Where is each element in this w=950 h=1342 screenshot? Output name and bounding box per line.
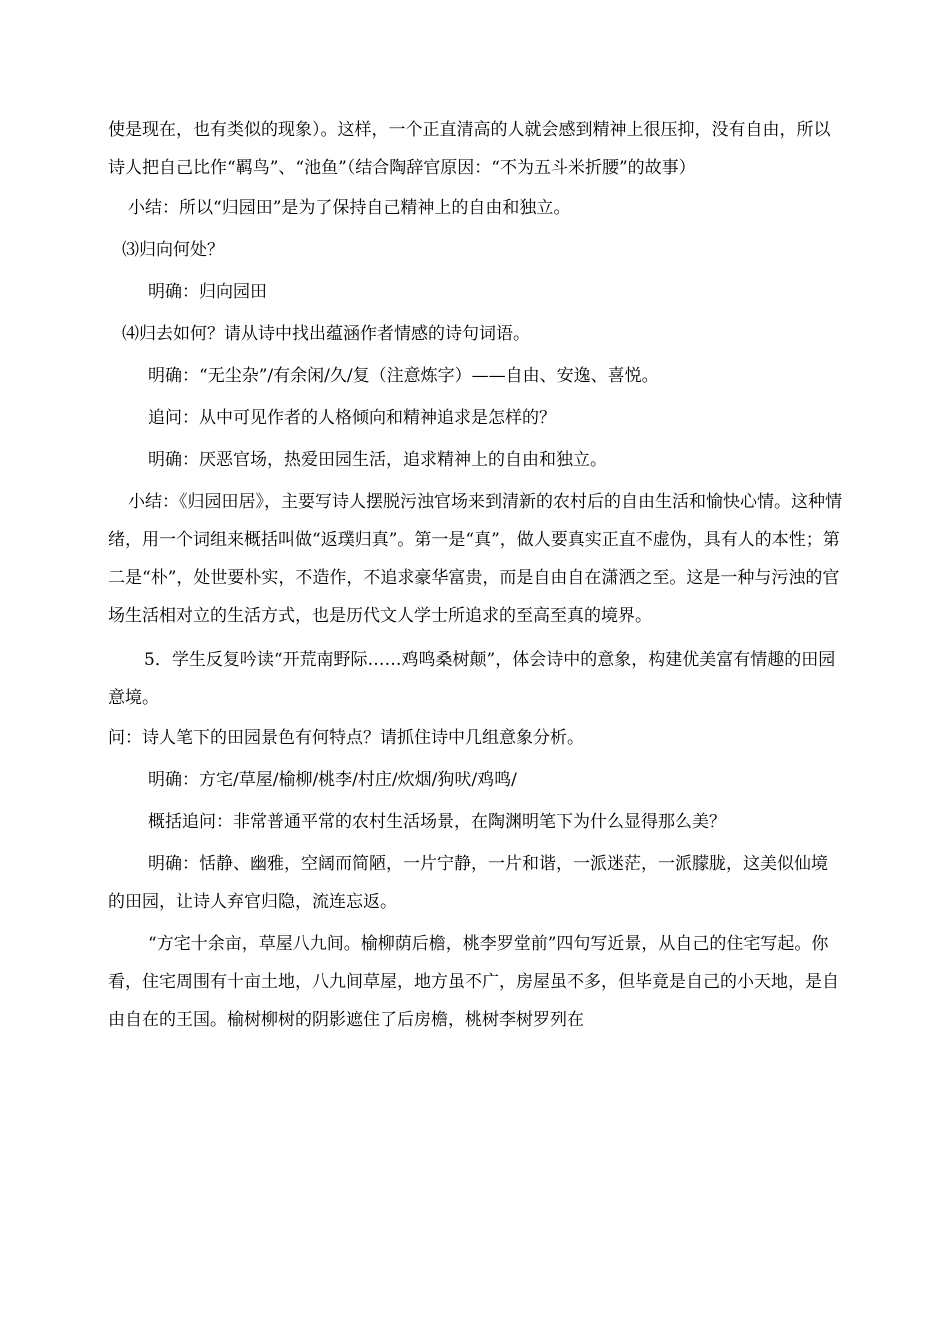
paragraph-answer-3: 明确：归向园田 — [148, 282, 267, 302]
paragraph-answer-summary: 明确：恬静、幽雅，空阔而简陋，一片宁静，一片和谐，一派迷茫，一派朦胧，这美似仙境的田园，让诗人弃官归隐，流连忘返。 — [108, 854, 828, 912]
paragraph-summary-2: 小结：《归园田居》，主要写诗人摆脱污浊官场来到清新的农村后的自由生活和愉快心情。这种情绪，用一个词组来概括叫做“返璞归真”。第一是“真”，做人要真实正直不虚伪，具有人的本性；第二是“朴”，处世要朴实，不造作，不追求豪华富贵，而是自由自在潇洒之至。这是一种与污浊的官场生活相对立的生活方式，也是历代文人学士所追求的至高至真的境界。 — [108, 492, 842, 626]
paragraph-question-scenery: 问：诗人笔下的田园景色有何特点？请抓住诗中几组意象分析。 — [108, 728, 584, 748]
paragraph-summary-1: 小结：所以“归园田”是为了保持自己精神上的自由和独立。 — [128, 198, 571, 218]
document-body — [108, 111, 842, 1039]
paragraph-question-4: ⑷归去如何？请从诗中找出蕴涵作者情感的诗句词语。 — [122, 324, 530, 344]
paragraph-analysis: “方宅十余亩，草屋八九间。榆柳荫后檐，桃李罗堂前”四句写近景，从自己的住宅写起。你看，住宅周围有十亩土地，八九间草屋，地方虽不广，房屋虽不多，但毕竟是自己的小天地，是自由自在的王国。榆树柳树的阴影遮住了后房檐，桃树李树罗列在 — [108, 934, 839, 1030]
paragraph-answer-follow-up: 明确：厌恶官场，热爱田园生活，追求精神上的自由和独立。 — [148, 450, 607, 470]
paragraph-step-5: 5．学生反复吟读“开荒南野际……鸡鸣桑树颠”，体会诗中的意象，构建优美富有情趣的田园意境。 — [108, 650, 836, 708]
paragraph-continuation: 使是现在，也有类似的现象）。这样，一个正直清高的人就会感到精神上很压抑，没有自由，所以诗人把自己比作“羁鸟”、“池鱼”（结合陶辞官原因：“不为五斗米折腰”的故事） — [108, 120, 831, 178]
paragraph-follow-up: 追问：从中可见作者的人格倾向和精神追求是怎样的？ — [148, 408, 556, 428]
paragraph-answer-imagery: 明确：方宅/草屋/榆柳/桃李/村庄/炊烟/狗吠/鸡鸣/ — [148, 770, 517, 790]
paragraph-answer-4: 明确：“无尘杂”/有余闲/久/复（注意炼字）——自由、安逸、喜悦。 — [148, 366, 659, 386]
paragraph-question-3: ⑶归向何处？ — [122, 240, 224, 260]
paragraph-summary-question: 概括追问：非常普通平常的农村生活场景，在陶渊明笔下为什么显得那么美？ — [148, 812, 726, 832]
